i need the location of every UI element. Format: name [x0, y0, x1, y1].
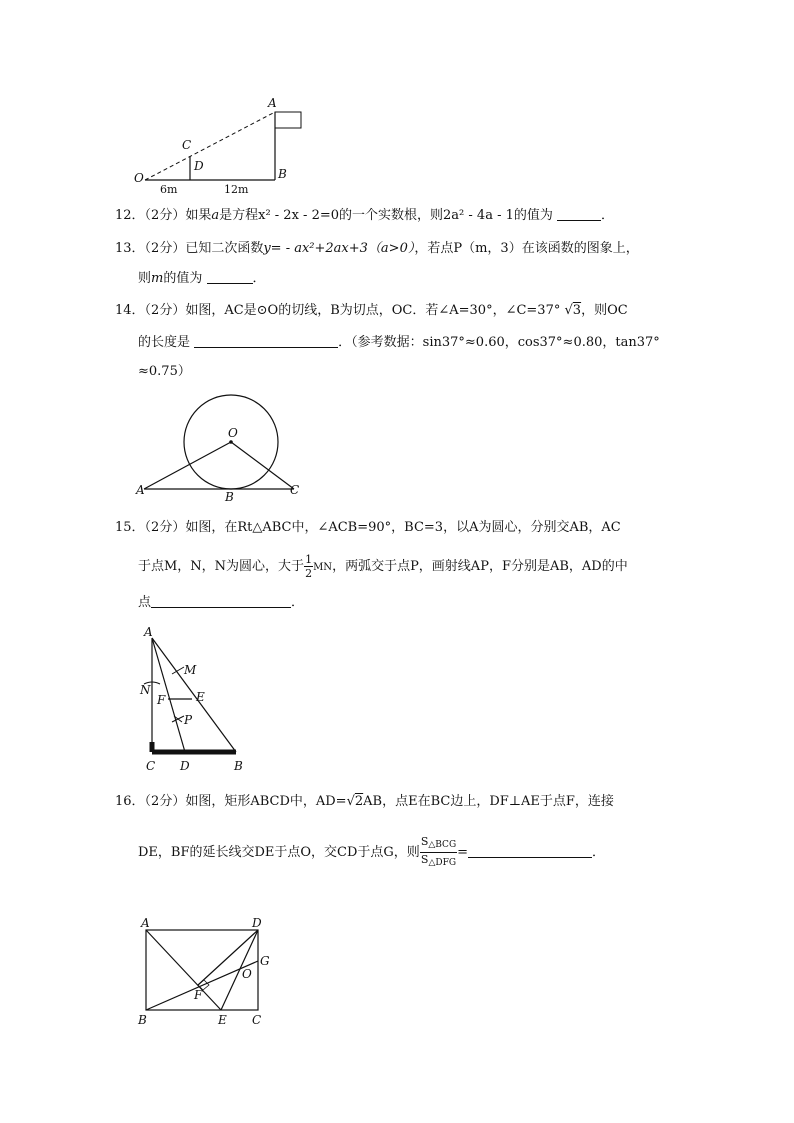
figure-right-triangle	[132, 622, 252, 774]
label-O: O	[228, 426, 238, 440]
q12-expression: 2a² - 4a - 1	[443, 208, 514, 223]
question-16-line2	[138, 835, 605, 870]
figure-rectangle	[132, 910, 282, 1028]
label-E: E	[196, 690, 205, 704]
q15-line2-prefix: 于点M，N，N为圆心，大于	[138, 559, 305, 574]
label-C: C	[146, 759, 156, 773]
question-13	[115, 240, 639, 258]
q16-line1-prefix: 16．（2分）如图，矩形ABCD中，	[115, 794, 316, 809]
den-sub: △DFG	[428, 858, 457, 868]
q15-end: ．	[291, 595, 305, 610]
answer-blank-13[interactable]	[207, 270, 253, 284]
q16-ad-eq: AD=	[315, 794, 347, 809]
figure-circle-tangent	[132, 383, 312, 505]
question-12	[115, 207, 614, 225]
q13-line1-prefix: 13．（2分）已知二次函数	[115, 241, 264, 256]
q13-line1-suffix: 在该函数的图象上，	[521, 241, 639, 256]
q16-eq: =	[457, 845, 469, 860]
q15-line3: 点	[138, 595, 152, 610]
q16-line1-suffix: ，点E在BC边上，DF⊥AE于点F，连接	[382, 794, 614, 809]
label-E: E	[218, 1013, 227, 1027]
question-13-line2	[138, 270, 266, 288]
answer-blank-14[interactable]	[194, 334, 338, 348]
label-C: C	[290, 483, 300, 497]
den-S: S	[420, 853, 429, 866]
frac-den	[421, 853, 456, 870]
answer-blank-12[interactable]	[557, 207, 601, 221]
question-15-line3	[138, 594, 304, 612]
label-D: D	[194, 159, 204, 173]
label-12m: 12m	[224, 183, 249, 196]
label-B: B	[278, 167, 287, 181]
label-P: P	[184, 713, 193, 727]
q13-line1-mid: ，若点	[414, 241, 454, 256]
q12-var: a	[211, 208, 220, 223]
q14-line2-suffix: ．（参考数据：sin37°≈0.60，cos37°≈0.80，tan37°	[338, 335, 660, 350]
q12-prefix: 12．（2分）如果	[115, 208, 212, 223]
sqrt-icon: √	[346, 794, 355, 809]
q16-end: ．	[592, 845, 606, 860]
q14-sqrt3: 3	[572, 303, 582, 318]
q13-line2-prefix: 则	[138, 271, 152, 286]
q12-equation: x² - 2x - 2=0	[258, 208, 340, 223]
label-A: A	[136, 483, 145, 497]
q15-frac-after: MN	[313, 562, 333, 573]
question-14-line3	[138, 363, 191, 381]
label-A: A	[144, 625, 153, 639]
question-15	[115, 519, 621, 537]
q13-point: P（m，3）	[453, 241, 522, 256]
label-C: C	[252, 1013, 262, 1027]
q14-line1-end: ，则OC	[581, 303, 628, 318]
label-O: O	[134, 171, 144, 185]
frac-num	[420, 835, 457, 853]
q14-line1: 14．（2分）如图，AC是⊙O的切线，B为切点，OC．若∠A=30°，∠C=37°	[115, 303, 561, 318]
q14-line3: ≈0.75）	[138, 364, 191, 379]
answer-blank-15[interactable]	[151, 594, 291, 608]
fraction-one-half	[304, 553, 313, 580]
num-S: S	[420, 835, 429, 848]
label-N: N	[140, 683, 151, 697]
label-A: A	[141, 916, 150, 930]
q13-function: y= - ax²+2ax+3（a>0）	[263, 241, 415, 256]
q14-line2-prefix: 的长度是	[138, 335, 191, 350]
q16-ab: AB	[363, 794, 383, 809]
figure-flagpole	[130, 92, 320, 196]
question-16	[115, 793, 614, 811]
fraction-area-ratio	[420, 835, 457, 870]
q13-end: ．	[252, 271, 266, 286]
question-15-line2	[138, 553, 628, 580]
q16-sqrt2: 2	[354, 794, 364, 809]
question-14	[115, 302, 628, 320]
label-D: D	[252, 916, 262, 930]
num-sub: △BCG	[428, 840, 457, 850]
label-B: B	[138, 1013, 147, 1027]
q13-line2-suffix: 的值为	[163, 271, 203, 286]
label-F: F	[157, 693, 166, 707]
label-M: M	[184, 663, 197, 677]
label-F: F	[194, 988, 203, 1002]
label-B: B	[234, 759, 243, 773]
frac-num: 1	[305, 553, 313, 566]
q16-line2-prefix: DE，BF的延长线交DE于点O，交CD于点G，则	[138, 845, 420, 860]
frac-den: 2	[305, 567, 313, 580]
label-A: A	[268, 96, 277, 110]
label-D: D	[180, 759, 190, 773]
q12-mid2: 的一个实数根，则	[339, 208, 444, 223]
q12-suffix: 的值为	[513, 208, 553, 223]
answer-blank-16[interactable]	[468, 844, 592, 858]
label-G: G	[260, 954, 270, 968]
q12-mid: 是方程	[219, 208, 259, 223]
question-14-line2	[138, 334, 660, 352]
q15-line1: 15．（2分）如图，在Rt△ABC中，∠ACB=90°，BC=3，以A为圆心，分别交AB，AC	[115, 520, 621, 535]
q12-end: ．	[601, 208, 615, 223]
q13-var: m	[151, 271, 164, 286]
label-B: B	[225, 490, 234, 504]
label-6m: 6m	[160, 183, 178, 196]
label-C: C	[182, 138, 192, 152]
sqrt-icon: √	[564, 303, 573, 318]
q15-line2-suffix: ，两弧交于点P，画射线AP，F分别是AB，AD的中	[332, 559, 628, 574]
label-O: O	[242, 967, 252, 981]
